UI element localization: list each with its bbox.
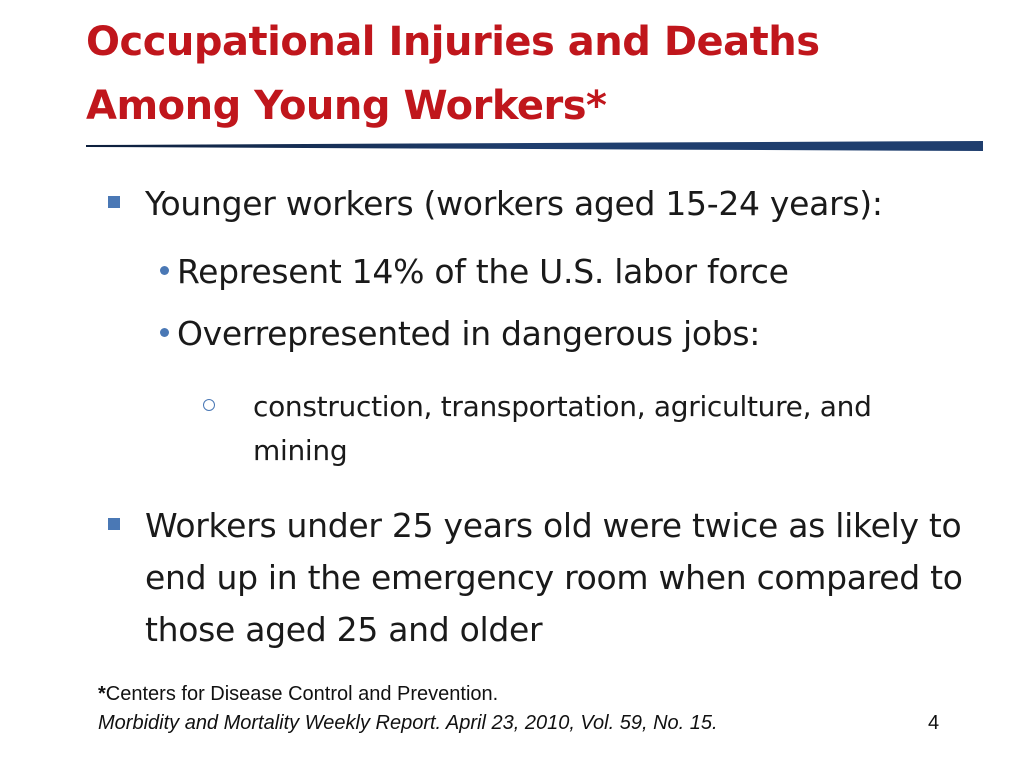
hollow-circle-bullet-icon xyxy=(203,399,215,411)
footnote xyxy=(98,680,898,738)
footnote-citation: Morbidity and Mortality Weekly Report. April 23, 2010, Vol. 59, No. 15. xyxy=(98,712,718,734)
bullet-younger-workers xyxy=(108,178,988,230)
square-bullet-icon xyxy=(108,196,120,208)
title-underline xyxy=(86,140,983,152)
square-bullet-icon xyxy=(108,518,120,530)
dot-bullet-icon xyxy=(160,328,169,337)
footnote-marker: * xyxy=(98,683,106,705)
bullet-text: Workers under 25 years old were twice as likely to end up in the emergency room when compared to those aged 25 and older xyxy=(145,506,963,649)
sub-sub-bullet-text: construction, transportation, agriculture, and mining xyxy=(253,390,872,467)
page-number: 4 xyxy=(928,712,940,734)
bullet-emergency-room xyxy=(108,500,978,656)
slide-title: Occupational Injuries and Deaths Among Young Workers* xyxy=(86,19,820,129)
footnote-source: Centers for Disease Control and Prevention. xyxy=(105,683,499,705)
sub-bullet-dangerous-jobs xyxy=(160,308,980,360)
sub-sub-bullet-industries xyxy=(203,385,883,473)
sub-bullet-labor-force xyxy=(160,246,980,298)
sub-bullet-text: Overrepresented in dangerous jobs: xyxy=(177,314,761,353)
dot-bullet-icon xyxy=(160,266,169,275)
sub-bullet-text: Represent 14% of the U.S. labor force xyxy=(177,252,789,291)
bullet-text: Younger workers (workers aged 15-24 years): xyxy=(145,184,883,223)
